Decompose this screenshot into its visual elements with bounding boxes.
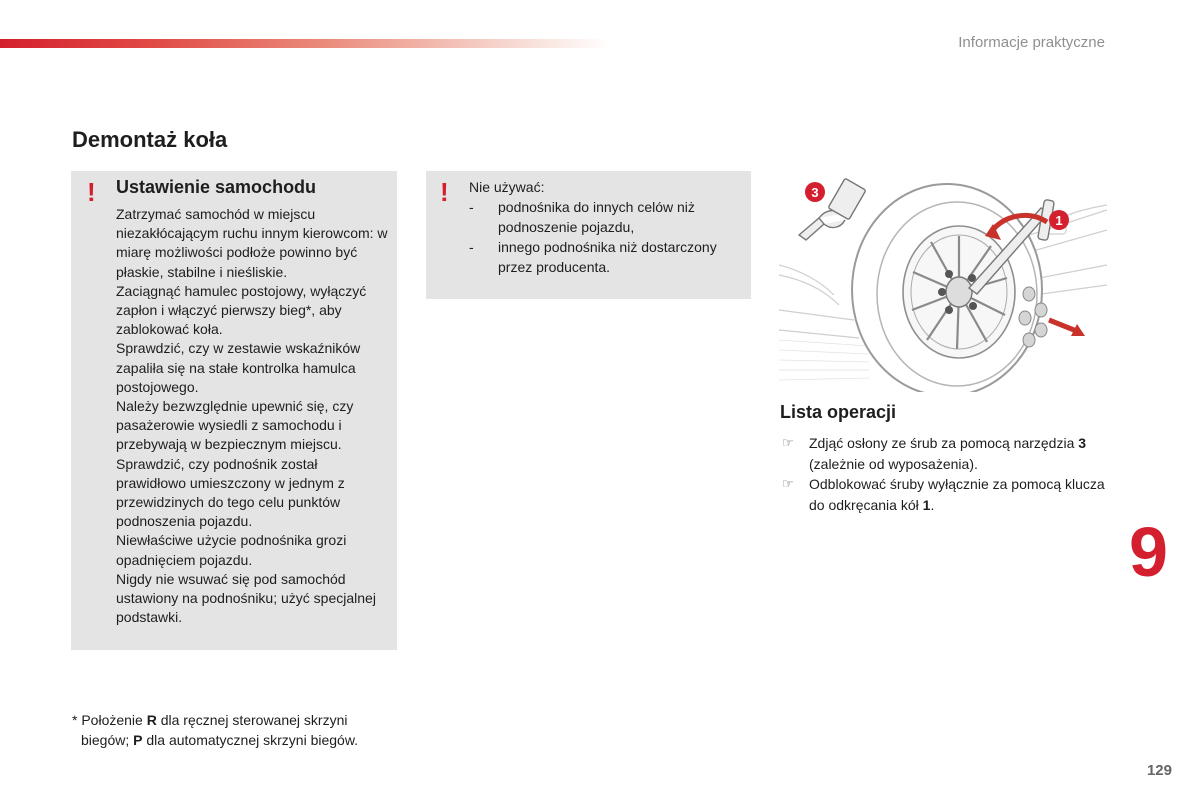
warning-paragraph: Sprawdzić, czy w zestawie wskaźników zapaliła się na stałe kontrolka hamulca postojowego.	[116, 340, 361, 395]
op-text-bold: 1	[922, 496, 931, 513]
op-text-bold: 3	[1078, 435, 1087, 451]
warning-box-body	[116, 205, 391, 627]
list-item	[469, 197, 749, 237]
warning-paragraph: Zatrzymać samochód w miejscu niezakłócającym ruchu innym kierowcom: w miarę możliwości podłoże powinno być płaskie, stabilne i nieśliskie.	[116, 206, 388, 280]
page-title: Demontaż koła	[72, 127, 228, 152]
footnote-bold: R	[146, 712, 157, 728]
operations-title: Lista operacji	[780, 402, 897, 422]
footnote	[72, 710, 402, 750]
wheel-rim	[903, 226, 1015, 358]
list-item	[782, 433, 1122, 474]
wheel-removal-illustration	[779, 170, 1107, 392]
footnote-line	[72, 730, 402, 750]
warning-paragraph: Nigdy nie wsuwać się pod samochód ustawiony na podnośniku; użyć specjalnej podstawki.	[116, 570, 376, 626]
warning-lead: Nie używać:	[469, 179, 545, 195]
list-item	[782, 474, 1122, 515]
footnote-text: * Położenie	[72, 712, 147, 728]
warning-box-vehicle-positioning	[71, 171, 397, 650]
callout-1	[1049, 210, 1069, 230]
op-text-after: .	[930, 496, 935, 513]
exclamation-icon: !	[440, 177, 449, 207]
dash-list	[469, 197, 749, 277]
section-header: Informacje praktyczne	[958, 34, 1105, 51]
warning-box-jack-usage	[426, 171, 751, 299]
header-accent-bar	[0, 39, 610, 48]
dash-marker: -	[469, 239, 474, 255]
footnote-bold: P	[133, 732, 143, 748]
op-text-after: (zależnie od wyposażenia).	[809, 455, 978, 472]
warning-paragraph: Sprawdzić, czy podnośnik został prawidłowo umieszczony w jednym z przewidzinych do tego celu punktów podnoszenia pojazdu.	[116, 455, 345, 530]
warning-box-title: Ustawienie samochodu	[116, 177, 317, 197]
op-text-before: Zdjąć osłony ze śrub za pomocą narzędzia	[809, 435, 1079, 451]
footnote-text: dla ręcznej sterowanej skrzyni	[156, 712, 348, 728]
warning-paragraph: Należy bezwzględnie upewnić się, czy pasażerowie wysiedli z samochodu i przebywają w bezpiecznym miejscu.	[116, 398, 354, 453]
footnote-text: biegów;	[81, 732, 134, 748]
list-item	[469, 237, 749, 277]
chapter-number: 9	[1129, 513, 1168, 591]
footnote-line	[72, 710, 402, 730]
operations-list	[782, 433, 1122, 515]
page-number: 129	[1146, 762, 1172, 779]
callout-label: 3	[811, 185, 819, 200]
dash-marker: -	[469, 199, 474, 215]
pointing-hand-icon: ☞	[782, 435, 794, 450]
warning-paragraph: Niewłaściwe użycie podnośnika grozi opadnięciem pojazdu.	[116, 532, 347, 568]
list-item-text: innego podnośnika niż dostarczony przez producenta.	[498, 239, 717, 275]
warning-paragraph: Zaciągnąć hamulec postojowy, wyłączyć zapłon i włączyć pierwszy bieg*, aby zablokować koła.	[116, 282, 367, 338]
pointing-hand-icon: ☞	[782, 476, 794, 491]
op-text-before: Odblokować śruby wyłącznie za pomocą klucza do odkręcania kół	[809, 476, 1105, 513]
callout-3	[805, 182, 825, 202]
footnote-text: dla automatycznej skrzyni biegów.	[142, 732, 359, 748]
list-item-text: podnośnika do innych celów niż podnoszenie pojazdu,	[498, 199, 695, 235]
exclamation-icon: !	[87, 177, 96, 207]
callout-label: 1	[1055, 213, 1063, 228]
